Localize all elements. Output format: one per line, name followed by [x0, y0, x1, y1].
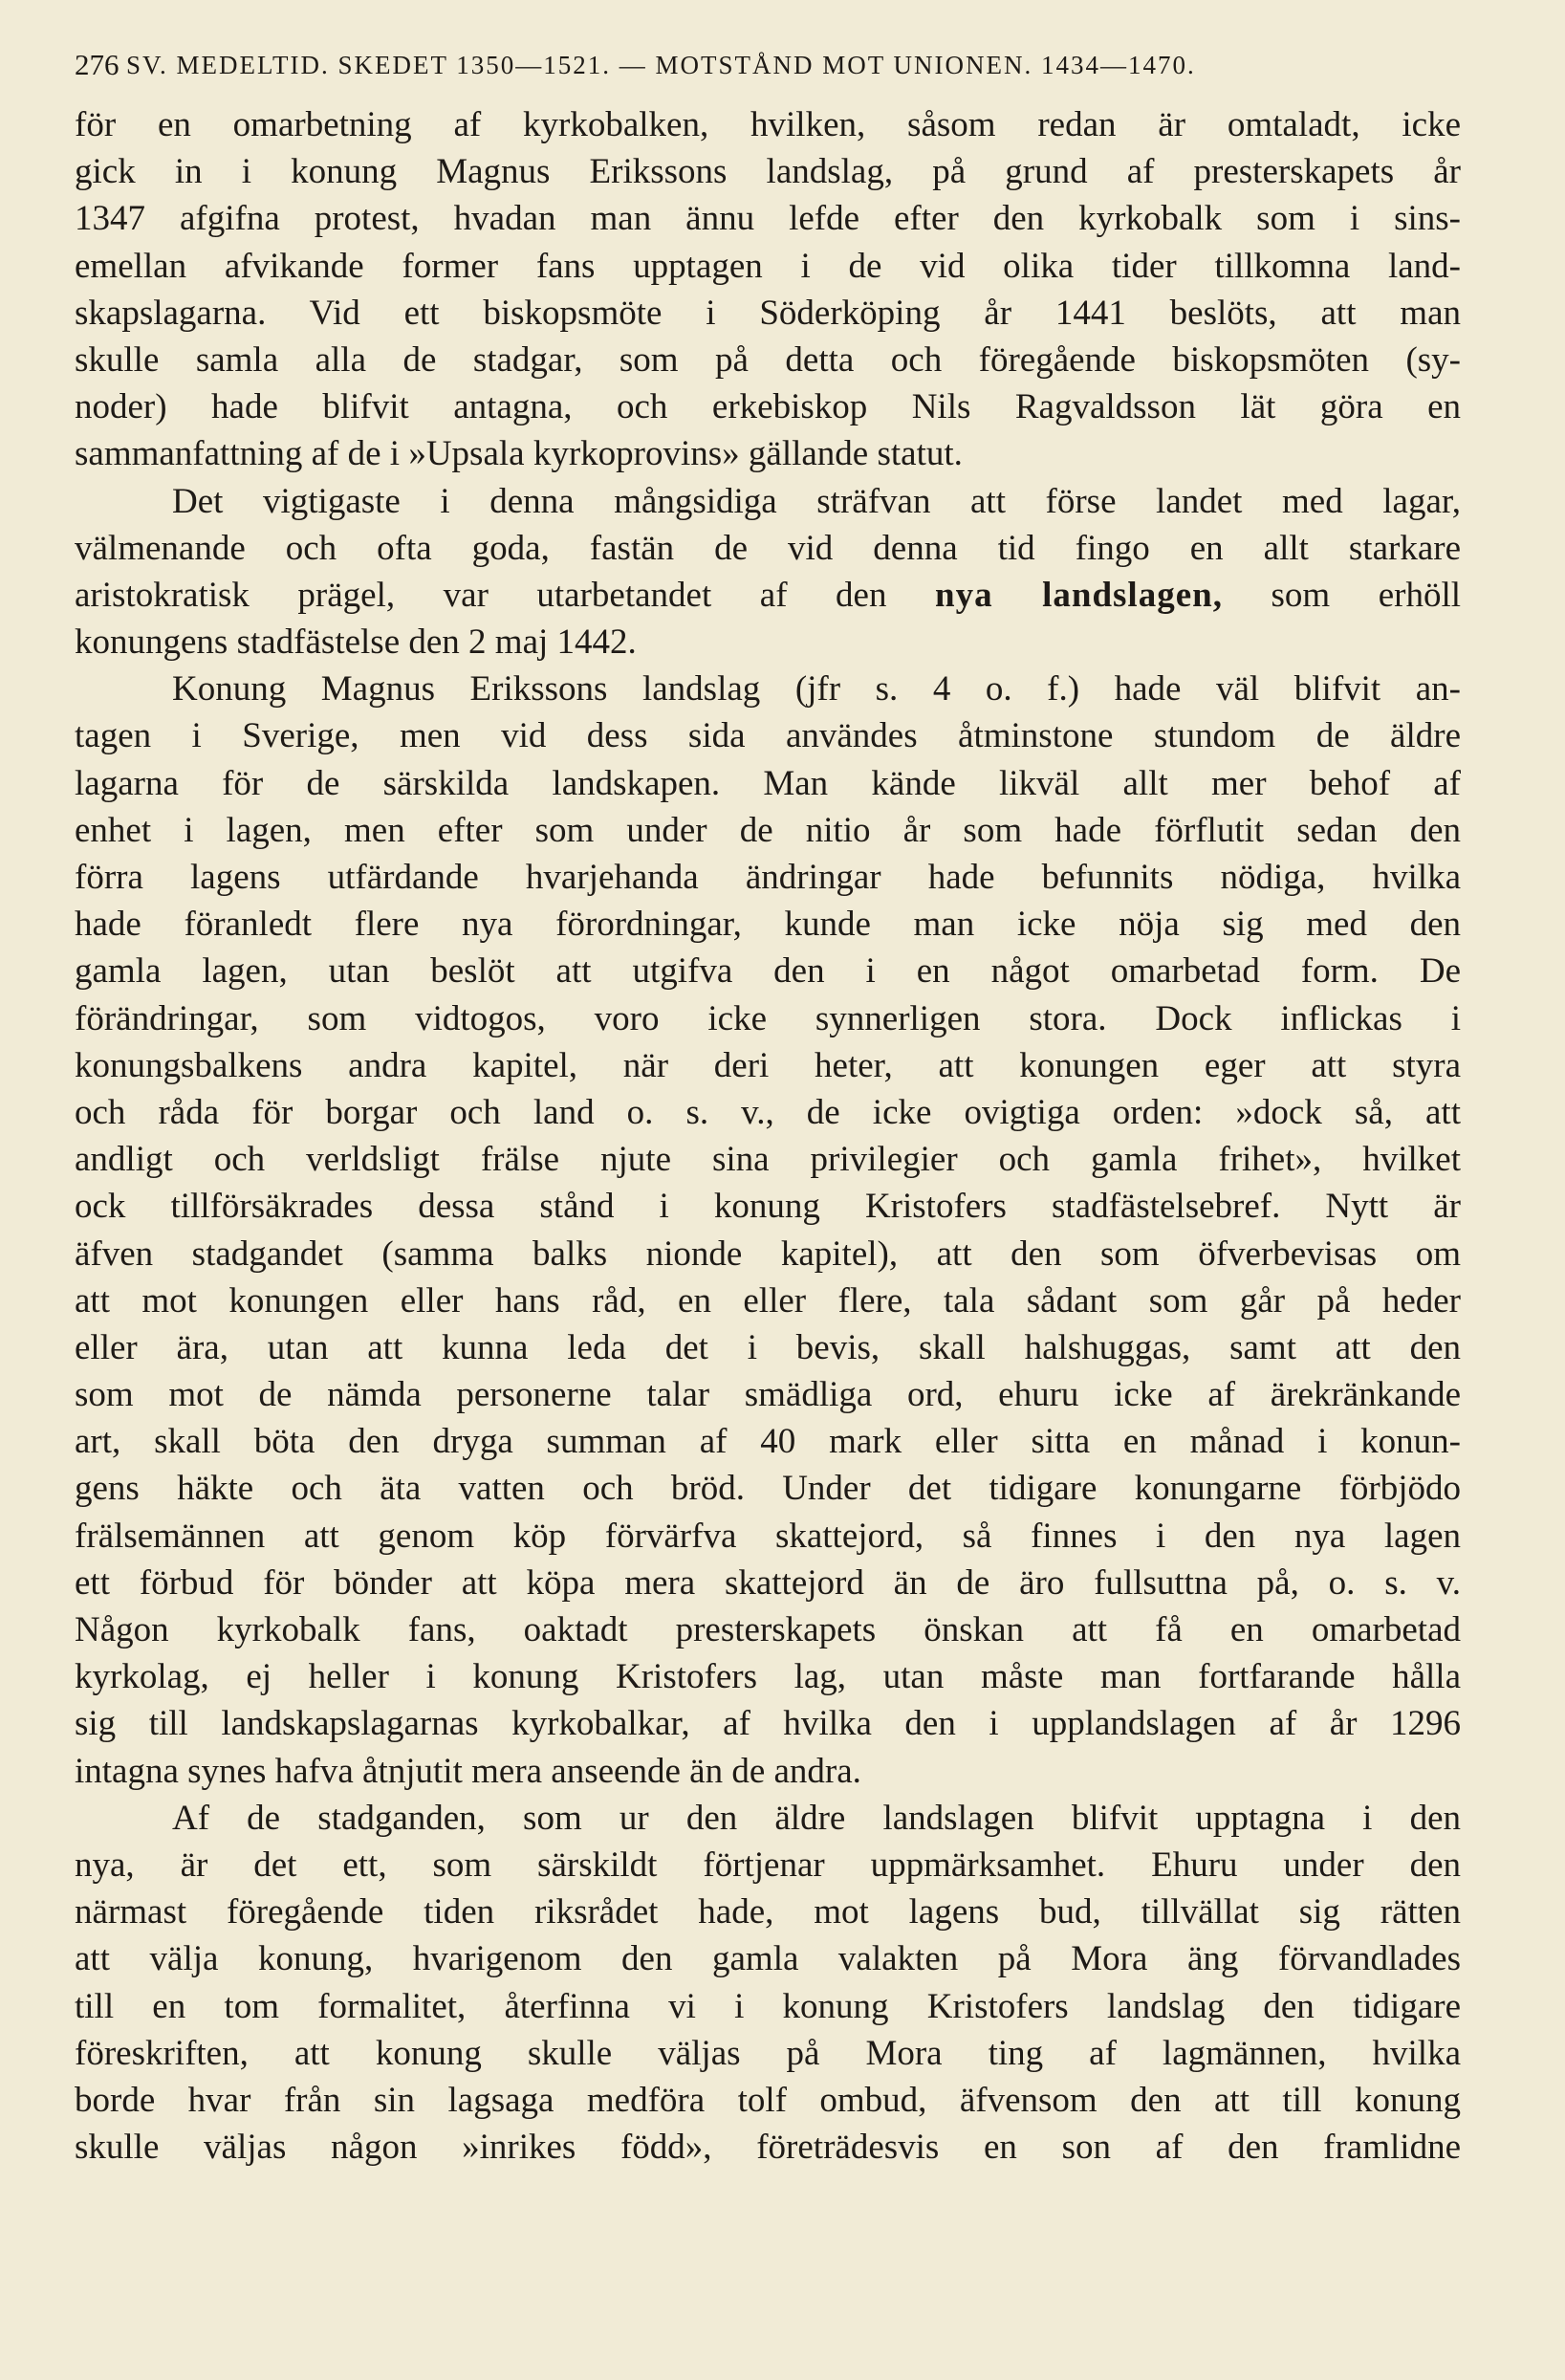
text-line: gens häkte och äta vatten och bröd. Under det tidigare konungarne förbjödo — [75, 1469, 1461, 1509]
text-line: gick in i konung Magnus Erikssons landslag, på grund af presterskapets år — [75, 152, 1461, 192]
text-line: skulle samla alla de stadgar, som på detta och föregående biskopsmöten (sy- — [75, 339, 1461, 380]
text-line: enhet i lagen, men efter som under de nitio år som hade förflutit sedan den — [75, 810, 1461, 850]
text-line: Någon kyrkobalk fans, oaktadt presterskapets önskan att få en omarbetad — [75, 1610, 1461, 1649]
text-line: borde hvar från sin lagsaga medföra tolf ombud, äfvensom den att till konung — [75, 2080, 1461, 2120]
text-line: noder) hade blifvit antagna, och erkebiskop Nils Ragvaldsson lät göra en — [75, 387, 1461, 427]
text-line: och råda för borgar och land o. s. v., de icke ovigtiga orden: »dock så, att — [75, 1092, 1461, 1132]
text-line: intagna synes hafva åtnjutit mera anseende än de andra. — [75, 1751, 861, 1791]
text-line: till en tom formalitet, återfinna vi i konung Kristofers landslag den tidigare — [75, 1986, 1461, 2026]
text-line: hade föranledt flere nya förordningar, kunde man icke nöja sig med den — [75, 905, 1461, 945]
text-line: förra lagens utfärdande hvarjehanda ändringar hade befunnits nödiga, hvilka — [75, 858, 1461, 897]
text-line: välmenande och ofta goda, fastän de vid denna tid fingo en allt starkare — [75, 528, 1461, 568]
text-line: gamla lagen, utan beslöt att utgifva den i en något omarbetad form. De — [75, 951, 1461, 992]
emphasized-term: nya landslagen, — [935, 575, 1223, 615]
text-line: skulle väljas någon »inrikes född», företrädesvis en son af den framlidne — [75, 2128, 1461, 2168]
text-line: att välja konung, hvarigenom den gamla valakten på Mora äng förvandlades — [75, 1939, 1461, 1979]
text-line: för en omarbetning af kyrkobalken, hvilken, såsom redan är omtaladt, icke — [75, 105, 1461, 144]
text-line: Konung Magnus Erikssons landslag (jfr s. 4 o. f.) hade väl blifvit an- — [172, 669, 1461, 710]
text-line: som mot de nämda personerne talar smädliga ord, ehuru icke af ärekränkande — [75, 1375, 1461, 1415]
text-line: äfven stadgandet (samma balks nionde kapitel), att den som öfverbevisas om — [75, 1234, 1461, 1274]
text-line: andligt och verldsligt frälse njute sina privilegier och gamla frihet», hvilket — [75, 1140, 1461, 1180]
text-line-part: aristokratisk prägel, var utarbetandet af den — [75, 575, 887, 615]
text-line: sig till landskapslagarnas kyrkobalkar, af hvilka den i upplandslagen af år 1296 — [75, 1704, 1461, 1744]
body-text — [75, 101, 1461, 2171]
text-line: Af de stadganden, som ur den äldre landslagen blifvit upptagna i den — [172, 1798, 1461, 1838]
running-title: SV. MEDELTID. SKEDET 1350—1521. — MOTSTÅND MOT UNIONEN. 1434—1470. — [126, 51, 1196, 79]
text-line: sammanfattning af de i »Upsala kyrkoprovins» gällande statut. — [75, 434, 963, 474]
text-line: närmast föregående tiden riksrådet hade, mot lagens bud, tillvällat sig rätten — [75, 1892, 1461, 1932]
text-line: förändringar, som vidtogos, voro icke synnerligen stora. Dock inflickas i — [75, 998, 1461, 1038]
text-line: eller ära, utan att kunna leda det i bevis, skall halshuggas, samt att den — [75, 1327, 1461, 1367]
text-line: nya, är det ett, som särskildt förtjenar uppmärksamhet. Ehuru under den — [75, 1845, 1461, 1885]
running-header — [75, 48, 1461, 86]
text-line: konungsbalkens andra kapitel, när deri heter, att konungen eger att styra — [75, 1045, 1461, 1085]
text-line: tagen i Sverige, men vid dess sida användes åtminstone stundom de äldre — [75, 716, 1461, 756]
text-line: Det vigtigaste i denna mångsidiga sträfvan att förse landet med lagar, — [172, 481, 1461, 521]
text-line — [75, 572, 1461, 619]
text-line: frälsemännen att genom köp förvärfva skattejord, så finnes i den nya lagen — [75, 1516, 1461, 1556]
book-page — [75, 48, 1461, 2171]
page-number: 276 — [75, 48, 120, 81]
text-line: föreskriften, att konung skulle väljas på Mora ting af lagmännen, hvilka — [75, 2033, 1461, 2073]
text-line: ett förbud för bönder att köpa mera skattejord än de äro fullsuttna på, o. s. v. — [75, 1562, 1461, 1603]
text-line: ock tillförsäkrades dessa stånd i konung Kristofers stadfästelsebref. Nytt är — [75, 1187, 1461, 1227]
text-line: emellan afvikande former fans upptagen i de vid olika tider tillkomna land- — [75, 246, 1461, 286]
text-line-part: som erhöll — [1271, 575, 1462, 615]
text-line: kyrkolag, ej heller i konung Kristofers lag, utan måste man fortfarande hålla — [75, 1657, 1461, 1697]
text-line: art, skall böta den dryga summan af 40 mark eller sitta en månad i konun- — [75, 1422, 1461, 1462]
text-line: lagarna för de särskilda landskapen. Man kände likväl allt mer behof af — [75, 763, 1461, 803]
text-line: skapslagarna. Vid ett biskopsmöte i Söderköping år 1441 beslöts, att man — [75, 293, 1461, 333]
text-line: 1347 afgifna protest, hvadan man ännu lefde efter den kyrkobalk som i sins- — [75, 199, 1461, 239]
text-line: att mot konungen eller hans råd, en eller flere, tala sådant som går på heder — [75, 1280, 1461, 1321]
text-line: konungens stadfästelse den 2 maj 1442. — [75, 622, 637, 663]
